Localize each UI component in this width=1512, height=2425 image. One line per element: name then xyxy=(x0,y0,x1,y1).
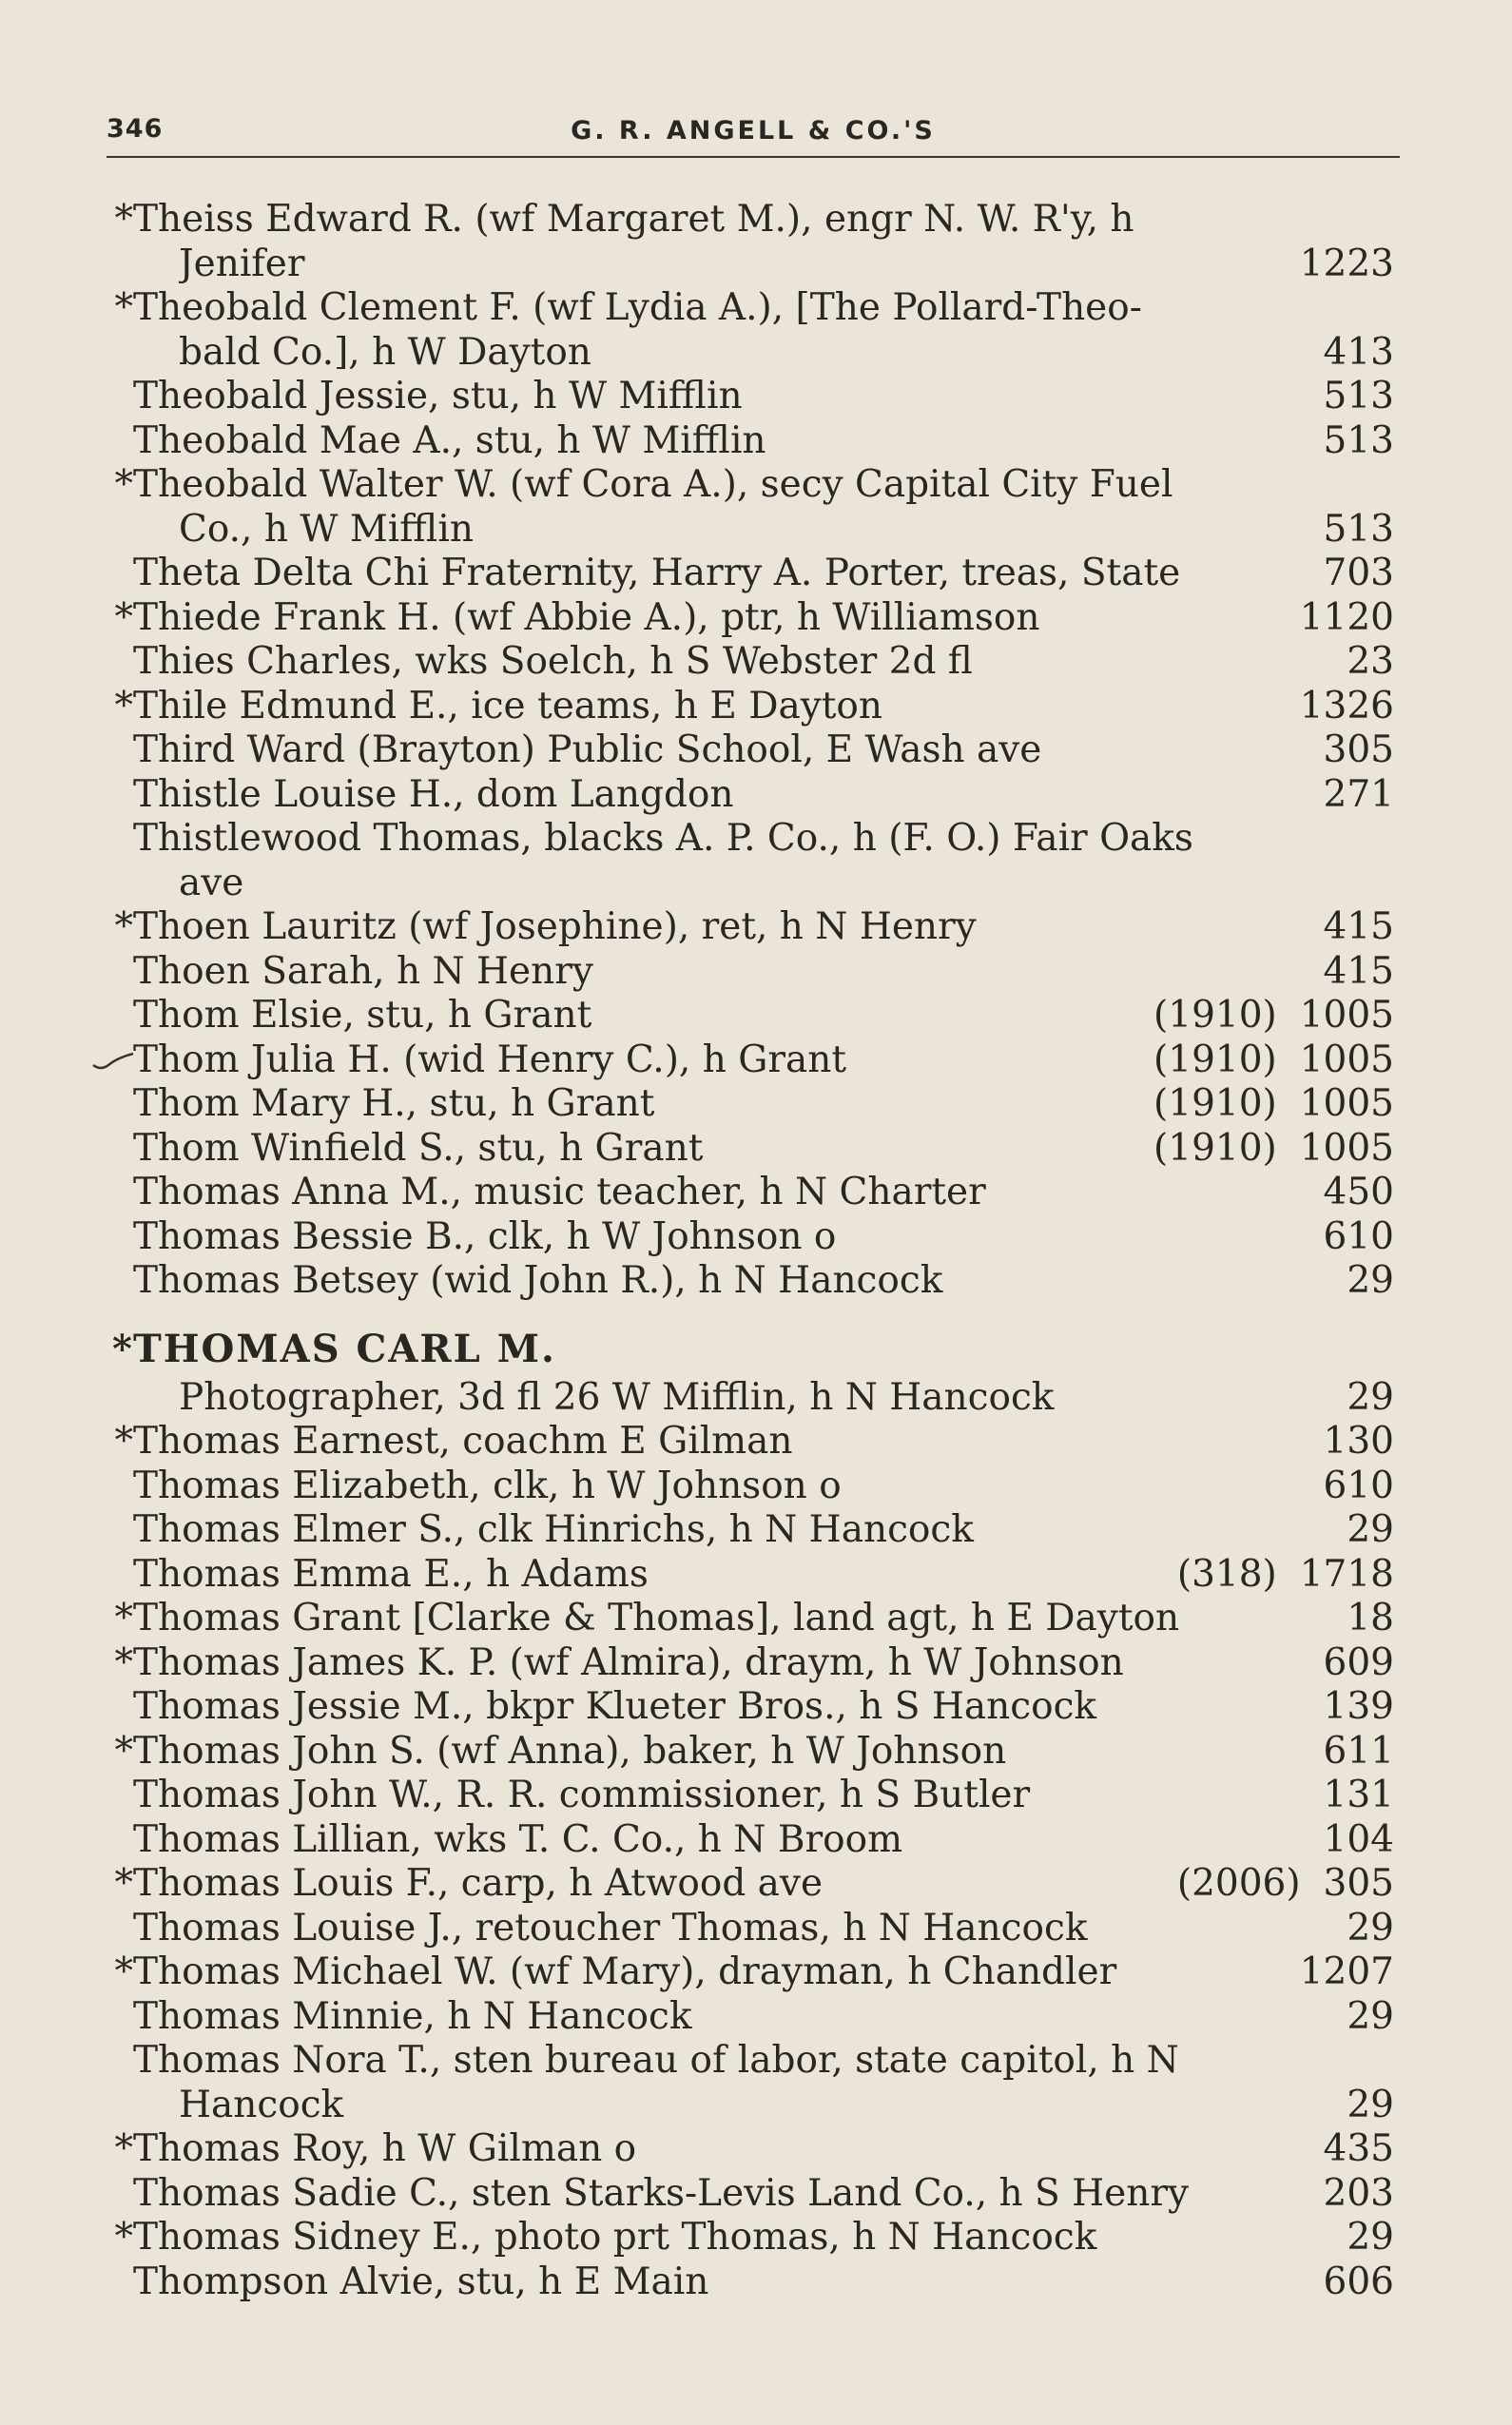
entry-text: Thomas Lillian, wks T. C. Co., h N Broom xyxy=(133,1817,903,1861)
entry-line xyxy=(112,817,1394,862)
entry-star: * xyxy=(114,1597,133,1639)
entry-star: * xyxy=(114,286,133,329)
entry-line xyxy=(112,2216,1394,2260)
entry-number: 610 xyxy=(1323,1464,1394,1507)
entry-line xyxy=(112,1730,1394,1775)
directory-entry xyxy=(112,463,1394,552)
directory-entry xyxy=(112,1862,1394,1907)
entry-number: 29 xyxy=(1347,1994,1394,2038)
page-header xyxy=(107,112,1400,158)
entry-text: Thomas Elmer S., clk Hinrichs, h N Hancock xyxy=(133,1508,974,1551)
directory-entry xyxy=(112,2216,1394,2260)
entry-line xyxy=(112,1597,1394,1641)
entry-number: 1223 xyxy=(1299,242,1394,285)
entry-continuation-line xyxy=(112,862,1394,906)
entry-number: 610 xyxy=(1323,1214,1394,1258)
entry-line xyxy=(112,1641,1394,1686)
entry-star: * xyxy=(114,2216,133,2259)
entry-number: 1005 xyxy=(1299,1126,1394,1170)
entry-line xyxy=(112,2172,1394,2217)
directory-entry xyxy=(112,596,1394,641)
entry-number: 29 xyxy=(1347,1906,1394,1950)
entry-line xyxy=(112,1818,1394,1863)
entry-line xyxy=(112,905,1394,950)
entry-number: 29 xyxy=(1347,1508,1394,1551)
entry-number: 513 xyxy=(1323,418,1394,462)
entry-number: 1718 xyxy=(1299,1552,1394,1596)
directory-entry xyxy=(112,1215,1394,1260)
directory-entry xyxy=(112,2172,1394,2217)
directory-entry xyxy=(112,773,1394,818)
entry-line xyxy=(112,994,1394,1038)
directory-entry xyxy=(112,552,1394,596)
entry-text: Thomas Betsey (wid John R.), h N Hancock xyxy=(133,1259,943,1302)
entry-line xyxy=(112,950,1394,995)
entry-continuation-line xyxy=(112,331,1394,376)
entry-text: Thomas Sidney E., photo prt Thomas, h N Hancock xyxy=(133,2216,1097,2259)
entry-text: Thomas John W., R. R. commissioner, h S Butler xyxy=(133,1774,1031,1816)
entry-text: Thomas Roy, h W Gilman o xyxy=(133,2127,637,2170)
entry-number: 305 xyxy=(1323,728,1394,771)
entry-text: Thomas Grant [Clarke & Thomas], land agt, h E Dayton xyxy=(133,1597,1180,1639)
entry-star: * xyxy=(114,198,133,241)
directory-entry xyxy=(112,198,1394,286)
entry-code: (2006) xyxy=(1176,1862,1301,1905)
entry-star: * xyxy=(114,1420,133,1463)
directory-entry xyxy=(112,1641,1394,1686)
entry-text: Thomas Michael W. (wf Mary), drayman, h Chandler xyxy=(133,1950,1117,1993)
directory-entry xyxy=(112,1730,1394,1775)
entry-text: Thoen Lauritz (wf Josephine), ret, h N Henry xyxy=(133,905,977,948)
featured-detail-row xyxy=(112,1376,1394,1421)
entry-number: 29 xyxy=(1347,1259,1394,1302)
entry-code: (1910) xyxy=(1153,994,1277,1037)
directory-entry xyxy=(112,419,1394,464)
directory-entry xyxy=(112,728,1394,773)
entry-text: Thom Winfield S., stu, h Grant xyxy=(133,1126,704,1170)
entry-text: Thomas Elizabeth, clk, h W Johnson o xyxy=(133,1464,842,1507)
entry-line xyxy=(112,1907,1394,1951)
entry-code: (1910) xyxy=(1153,1038,1277,1081)
entry-text: Thom Mary H., stu, h Grant xyxy=(133,1082,655,1125)
entry-line xyxy=(112,1465,1394,1509)
directory-entry xyxy=(112,1082,1394,1127)
featured-entry xyxy=(112,1323,1394,1376)
entry-number: 131 xyxy=(1323,1774,1394,1816)
entry-line xyxy=(112,2039,1394,2084)
directory-entry xyxy=(112,1995,1394,2040)
entry-number: 29 xyxy=(1347,2216,1394,2259)
entry-line xyxy=(112,2260,1394,2305)
entry-text: Theobald Walter W. (wf Cora A.), secy Capital City Fuel xyxy=(133,463,1173,506)
directory-entry xyxy=(112,1465,1394,1509)
directory-entry xyxy=(112,817,1394,905)
entry-text: bald Co.], h W Dayton xyxy=(179,330,591,374)
entries-group-b xyxy=(112,1420,1394,2304)
entry-text: Third Ward (Brayton) Public School, E Wash ave xyxy=(133,728,1042,771)
featured-number: 29 xyxy=(1347,1375,1394,1419)
entry-number: 305 xyxy=(1323,1862,1394,1905)
entry-code: (1910) xyxy=(1153,1082,1277,1125)
featured-name: THOMAS CARL M. xyxy=(133,1326,556,1371)
entry-number: 139 xyxy=(1323,1685,1394,1728)
entry-number: 413 xyxy=(1323,330,1394,374)
entry-text: Thistlewood Thomas, blacks A. P. Co., h (F. O.) Fair Oaks xyxy=(133,817,1193,860)
entry-text: Thomas Anna M., music teacher, h N Charter xyxy=(133,1171,986,1213)
directory-entry xyxy=(112,1774,1394,1818)
entry-line xyxy=(112,685,1394,729)
entry-number: 1005 xyxy=(1299,994,1394,1037)
entry-star: * xyxy=(114,1950,133,1993)
entry-text: Thomas Jessie M., bkpr Klueter Bros., h S Hancock xyxy=(133,1685,1097,1728)
entry-number: 104 xyxy=(1323,1817,1394,1861)
directory-entry xyxy=(112,640,1394,685)
entry-text: Thile Edmund E., ice teams, h E Dayton xyxy=(133,684,883,728)
entry-text: Thom Elsie, stu, h Grant xyxy=(133,994,592,1037)
directory-entry xyxy=(112,286,1394,375)
entry-text: Co., h W Mifflin xyxy=(179,507,475,551)
entry-text: Theiss Edward R. (wf Margaret M.), engr N. W. R'y, h xyxy=(133,198,1134,241)
directory-entry xyxy=(112,375,1394,419)
entry-line xyxy=(112,1950,1394,1995)
featured-star: * xyxy=(112,1326,134,1371)
entry-line xyxy=(112,1995,1394,2040)
entry-text: Theobald Mae A., stu, h W Mifflin xyxy=(133,418,766,462)
directory-entry xyxy=(112,1127,1394,1172)
entry-text: Thomas James K. P. (wf Almira), draym, h W Johnson xyxy=(133,1640,1124,1684)
entry-line xyxy=(112,1038,1394,1083)
entry-star: * xyxy=(114,1640,133,1684)
entry-line xyxy=(112,1259,1394,1304)
entry-line xyxy=(112,640,1394,685)
entry-line xyxy=(112,728,1394,773)
entry-number: 703 xyxy=(1323,552,1394,594)
directory-entry xyxy=(112,685,1394,729)
entry-line xyxy=(112,1774,1394,1818)
entry-number: 611 xyxy=(1323,1729,1394,1773)
entry-number: 203 xyxy=(1323,2171,1394,2215)
entry-line xyxy=(112,1215,1394,1260)
entry-text: Hancock xyxy=(179,2083,344,2126)
entry-line xyxy=(112,1685,1394,1730)
entry-number: 1326 xyxy=(1299,684,1394,728)
entry-number: 271 xyxy=(1323,772,1394,816)
entry-number: 1005 xyxy=(1299,1038,1394,1081)
directory-listing xyxy=(112,198,1394,2304)
directory-entry xyxy=(112,1038,1394,1083)
entry-star: * xyxy=(114,2127,133,2170)
entry-line xyxy=(112,552,1394,596)
entry-continuation-line xyxy=(112,242,1394,287)
directory-entry xyxy=(112,1950,1394,1995)
entry-line xyxy=(112,198,1394,242)
entry-line xyxy=(112,2127,1394,2172)
entry-text: Thomas Nora T., sten bureau of labor, state capitol, h N xyxy=(133,2039,1179,2082)
directory-entry xyxy=(112,1818,1394,1863)
directory-entry xyxy=(112,1420,1394,1465)
entry-line xyxy=(112,375,1394,419)
entry-number: 415 xyxy=(1323,949,1394,993)
entry-number: 1120 xyxy=(1299,595,1394,639)
entry-number: 415 xyxy=(1323,905,1394,948)
entry-number: 29 xyxy=(1347,2083,1394,2126)
entry-text: Thomas Minnie, h N Hancock xyxy=(133,1994,692,2038)
entry-text: Thistle Louise H., dom Langdon xyxy=(133,772,734,816)
entry-number: 1207 xyxy=(1299,1950,1394,1993)
entry-text: Jenifer xyxy=(179,242,305,285)
entry-number: 513 xyxy=(1323,507,1394,551)
entry-line xyxy=(112,1508,1394,1553)
entry-text: Thompson Alvie, stu, h E Main xyxy=(133,2260,709,2303)
entry-code: (1910) xyxy=(1153,1126,1277,1170)
directory-entry xyxy=(112,1907,1394,1951)
directory-entry xyxy=(112,2260,1394,2305)
entry-line xyxy=(112,463,1394,508)
entry-line xyxy=(112,596,1394,641)
entry-number: 609 xyxy=(1323,1640,1394,1684)
directory-entry xyxy=(112,950,1394,995)
entry-line xyxy=(112,286,1394,331)
entry-number: 23 xyxy=(1347,640,1394,683)
directory-entry xyxy=(112,994,1394,1038)
entry-text: Thomas Louise J., retoucher Thomas, h N Hancock xyxy=(133,1906,1088,1950)
directory-entry xyxy=(112,1597,1394,1641)
entry-text: Theta Delta Chi Fraternity, Harry A. Porter, treas, State xyxy=(133,552,1181,594)
entry-text: Thomas Louis F., carp, h Atwood ave xyxy=(133,1862,824,1905)
entry-text: Theobald Clement F. (wf Lydia A.), [The Pollard-Theo- xyxy=(133,286,1142,329)
entry-continuation-line xyxy=(112,2084,1394,2128)
directory-entry xyxy=(112,2039,1394,2127)
entry-number: 435 xyxy=(1323,2127,1394,2170)
entry-text: Thomas Emma E., h Adams xyxy=(133,1552,649,1596)
directory-entry xyxy=(112,1171,1394,1215)
directory-entry xyxy=(112,2127,1394,2172)
entry-line xyxy=(112,1171,1394,1215)
entry-number: 450 xyxy=(1323,1171,1394,1213)
entry-text: Thies Charles, wks Soelch, h S Webster 2d fl xyxy=(133,640,973,683)
entry-line xyxy=(112,1862,1394,1907)
entry-text: ave xyxy=(179,861,244,904)
page-number: 346 xyxy=(107,114,164,144)
entry-text: Thiede Frank H. (wf Abbie A.), ptr, h Williamson xyxy=(133,595,1040,639)
featured-detail: Photographer, 3d fl 26 W Mifflin, h N Hancock xyxy=(179,1375,1055,1419)
entry-line xyxy=(112,1420,1394,1465)
entry-star: * xyxy=(114,905,133,948)
entry-number: 606 xyxy=(1323,2260,1394,2303)
entry-text: Thoen Sarah, h N Henry xyxy=(133,949,593,993)
running-title: G. R. ANGELL & CO.'S xyxy=(571,116,936,146)
entry-text: Thomas John S. (wf Anna), baker, h W Johnson xyxy=(133,1729,1007,1773)
entries-group-a xyxy=(112,198,1394,1304)
entry-number: 130 xyxy=(1323,1420,1394,1463)
directory-entry xyxy=(112,905,1394,950)
entry-text: Thomas Earnest, coachm E Gilman xyxy=(133,1420,793,1463)
entry-star: * xyxy=(114,684,133,728)
entry-star: * xyxy=(114,463,133,506)
entry-continuation-line xyxy=(112,508,1394,553)
entry-line xyxy=(112,1553,1394,1598)
directory-entry xyxy=(112,1259,1394,1304)
entry-number: 1005 xyxy=(1299,1082,1394,1125)
entry-star: * xyxy=(114,595,133,639)
entry-text: Theobald Jessie, stu, h W Mifflin xyxy=(133,375,743,417)
entry-text: Thom Julia H. (wid Henry C.), h Grant xyxy=(133,1038,847,1081)
entry-number: 513 xyxy=(1323,375,1394,417)
entry-star: * xyxy=(114,1862,133,1905)
entry-line xyxy=(112,419,1394,464)
entry-line xyxy=(112,773,1394,818)
directory-entry xyxy=(112,1508,1394,1553)
entry-text: Thomas Bessie B., clk, h W Johnson o xyxy=(133,1214,837,1258)
entry-line xyxy=(112,1082,1394,1127)
directory-entry xyxy=(112,1685,1394,1730)
entry-number: 18 xyxy=(1347,1597,1394,1639)
entry-code: (318) xyxy=(1176,1552,1277,1596)
directory-entry xyxy=(112,1553,1394,1598)
entry-star: * xyxy=(114,1729,133,1773)
entry-line xyxy=(112,1127,1394,1172)
entry-text: Thomas Sadie C., sten Starks-Levis Land Co., h S Henry xyxy=(133,2171,1190,2215)
